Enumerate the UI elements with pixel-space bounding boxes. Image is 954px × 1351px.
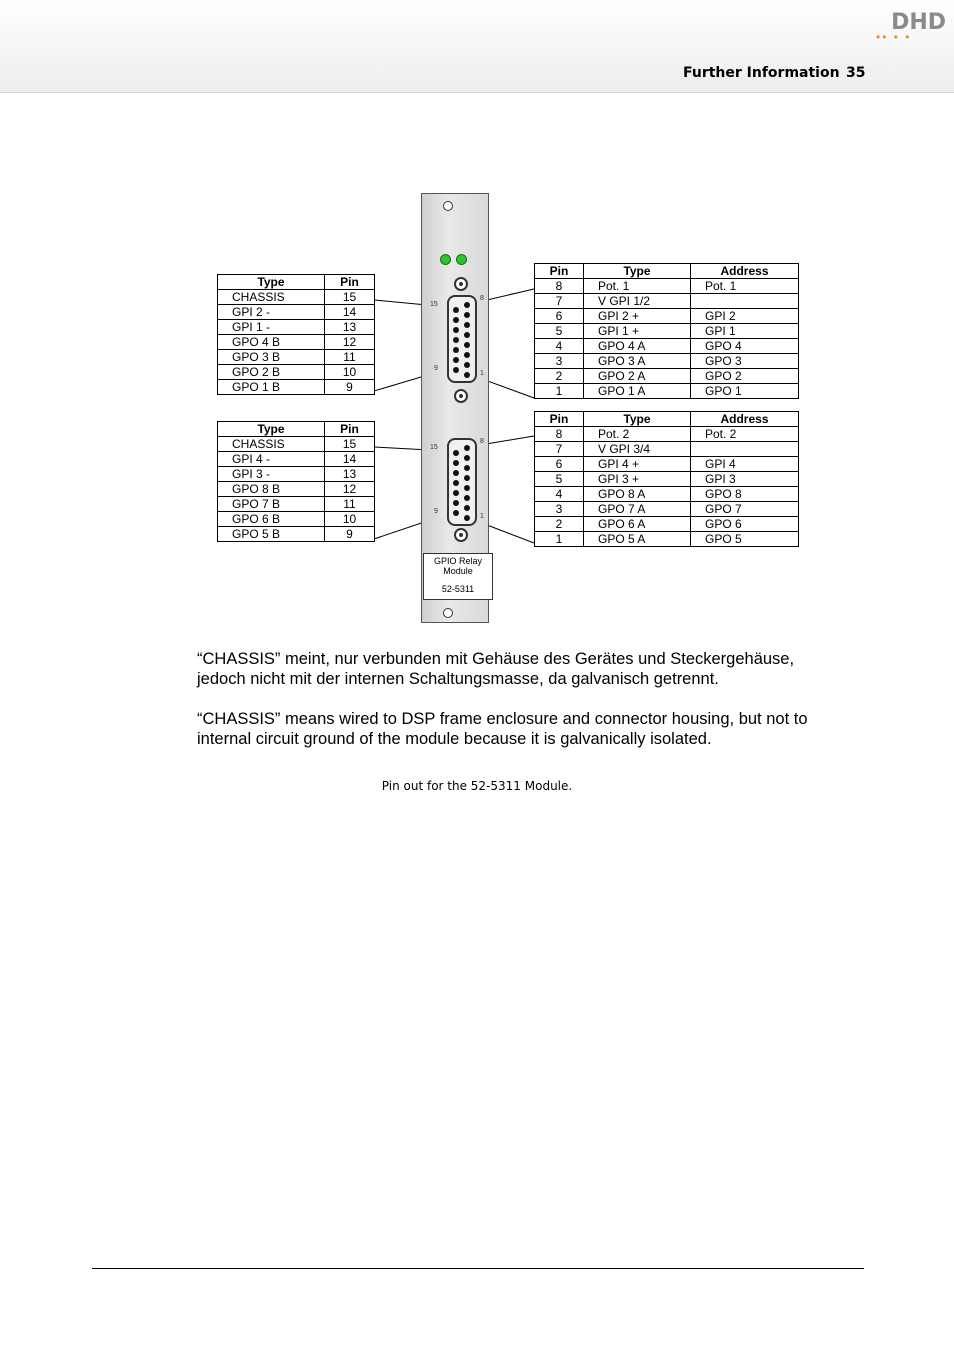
screw-icon: [443, 608, 453, 618]
cell-address: GPO 4: [691, 339, 799, 354]
table-row: [535, 442, 799, 457]
right-pin-table-1: [534, 263, 799, 399]
cell-pin: 6: [535, 457, 584, 472]
screw-icon: [443, 201, 453, 211]
cell-type: GPI 3 -: [218, 467, 325, 482]
figure-caption: Pin out for the 52-5311 Module.: [381, 779, 573, 793]
cell-address: GPO 6: [691, 517, 799, 532]
table-row: [535, 517, 799, 532]
column-header: Pin: [325, 275, 375, 290]
cell-pin: 10: [325, 512, 375, 527]
cell-type: GPO 8 A: [584, 487, 691, 502]
left-pin-table-2: [217, 421, 375, 542]
footer-rule: [92, 1268, 864, 1269]
table-header-row: [218, 275, 375, 290]
column-header: Type: [584, 264, 691, 279]
column-header: Pin: [325, 422, 375, 437]
cell-type: GPO 3 A: [584, 354, 691, 369]
cell-type: GPO 4 B: [218, 335, 325, 350]
column-header: Type: [218, 422, 325, 437]
cell-type: GPI 1 +: [584, 324, 691, 339]
cell-type: GPO 2 A: [584, 369, 691, 384]
module-part-number: 52-5311: [441, 584, 475, 594]
cell-type: GPO 7 A: [584, 502, 691, 517]
cell-pin: 5: [535, 472, 584, 487]
cell-address: GPI 4: [691, 457, 799, 472]
table-row: [218, 452, 375, 467]
cell-pin: 12: [325, 335, 375, 350]
cell-pin: 15: [325, 437, 375, 452]
cell-pin: 7: [535, 442, 584, 457]
cell-pin: 1: [535, 384, 584, 399]
dsub-connector-1: [447, 295, 477, 383]
column-header: Pin: [535, 264, 584, 279]
cell-pin: 12: [325, 482, 375, 497]
cell-type: Pot. 1: [584, 279, 691, 294]
cell-address: GPO 5: [691, 532, 799, 547]
cell-pin: 14: [325, 305, 375, 320]
cell-pin: 13: [325, 467, 375, 482]
table-header-row: [218, 422, 375, 437]
table-row: [218, 290, 375, 305]
cell-type: GPO 6 A: [584, 517, 691, 532]
table-row: [218, 512, 375, 527]
column-header: Address: [691, 264, 799, 279]
cell-pin: 2: [535, 369, 584, 384]
cell-type: GPO 3 B: [218, 350, 325, 365]
cell-type: GPI 2 -: [218, 305, 325, 320]
cell-address: Pot. 2: [691, 427, 799, 442]
cell-address: GPO 1: [691, 384, 799, 399]
table-row: [535, 279, 799, 294]
table-row: [535, 427, 799, 442]
section-title: Further Information: [683, 65, 840, 81]
note-german: “CHASSIS” meint, nur verbunden mit Gehäuse des Gerätes und Steckergehäuse, jedoch nicht mit der internen Schaltungsmasse, da galvanisch getrennt.: [197, 650, 795, 688]
table-row: [218, 320, 375, 335]
cell-pin: 6: [535, 309, 584, 324]
jack-icon: [454, 389, 468, 403]
jack-icon: [454, 277, 468, 291]
table-row: [218, 335, 375, 350]
cell-pin: 15: [325, 290, 375, 305]
cell-type: GPO 7 B: [218, 497, 325, 512]
cell-type: Pot. 2: [584, 427, 691, 442]
right-pin-table-2: [534, 411, 799, 547]
logo-dots: •• • •: [876, 30, 912, 44]
cell-pin: 4: [535, 487, 584, 502]
table-row: [535, 487, 799, 502]
cell-pin: 3: [535, 354, 584, 369]
table-row: [218, 482, 375, 497]
cell-type: GPI 2 +: [584, 309, 691, 324]
cell-pin: 7: [535, 294, 584, 309]
table-row: [535, 369, 799, 384]
cell-address: GPO 8: [691, 487, 799, 502]
cell-type: CHASSIS: [218, 437, 325, 452]
cell-type: CHASSIS: [218, 290, 325, 305]
pin-number-label: 1: [480, 370, 484, 377]
jack-icon: [454, 528, 468, 542]
table-row: [535, 502, 799, 517]
cell-pin: 14: [325, 452, 375, 467]
led-indicator: [440, 254, 451, 265]
table-row: [218, 380, 375, 395]
cell-type: GPO 8 B: [218, 482, 325, 497]
cell-type: GPI 4 +: [584, 457, 691, 472]
table-row: [535, 339, 799, 354]
table-row: [535, 384, 799, 399]
cell-pin: 10: [325, 365, 375, 380]
cell-pin: 11: [325, 350, 375, 365]
cell-type: V GPI 3/4: [584, 442, 691, 457]
cell-pin: 5: [535, 324, 584, 339]
table-row: [218, 437, 375, 452]
cell-type: GPO 2 B: [218, 365, 325, 380]
pin-number-label: 8: [480, 438, 484, 445]
table-row: [535, 457, 799, 472]
cell-address: GPI 1: [691, 324, 799, 339]
pin-number-label: 8: [480, 295, 484, 302]
cell-pin: 8: [535, 279, 584, 294]
cell-address: Pot. 1: [691, 279, 799, 294]
table-row: [218, 497, 375, 512]
column-header: Type: [584, 412, 691, 427]
cell-pin: 3: [535, 502, 584, 517]
cell-pin: 1: [535, 532, 584, 547]
cell-pin: 2: [535, 517, 584, 532]
cell-type: GPO 6 B: [218, 512, 325, 527]
cell-address: [691, 442, 799, 457]
cell-type: GPO 5 A: [584, 532, 691, 547]
module-label-line1: GPIO Relay: [433, 556, 482, 566]
note-english: “CHASSIS” means wired to DSP frame enclosure and connector housing, but not to internal circuit ground of the module because it is galvanically isolated.: [197, 710, 808, 748]
table-row: [218, 305, 375, 320]
cell-type: GPO 4 A: [584, 339, 691, 354]
cell-address: GPO 7: [691, 502, 799, 517]
cell-address: GPI 2: [691, 309, 799, 324]
table-header-row: [535, 412, 799, 427]
column-header: Type: [218, 275, 325, 290]
column-header: Pin: [535, 412, 584, 427]
table-row: [218, 467, 375, 482]
logo-text: DHD: [891, 10, 946, 35]
cell-type: GPO 1 B: [218, 380, 325, 395]
cell-address: GPI 3: [691, 472, 799, 487]
cell-address: GPO 2: [691, 369, 799, 384]
module-label: [423, 553, 493, 600]
cell-address: [691, 294, 799, 309]
table-row: [535, 294, 799, 309]
pin-number-label: 15: [430, 444, 438, 451]
table-row: [218, 527, 375, 542]
cell-pin: 9: [325, 380, 375, 395]
table-row: [535, 532, 799, 547]
left-pin-table-1: [217, 274, 375, 395]
cell-pin: 13: [325, 320, 375, 335]
table-row: [535, 472, 799, 487]
table-row: [535, 354, 799, 369]
pin-number-label: 9: [434, 365, 438, 372]
led-indicator: [456, 254, 467, 265]
page-number: 35: [846, 65, 866, 81]
cell-type: GPO 1 A: [584, 384, 691, 399]
table-row: [218, 365, 375, 380]
table-row: [218, 350, 375, 365]
cell-address: GPO 3: [691, 354, 799, 369]
cell-type: GPI 1 -: [218, 320, 325, 335]
table-row: [535, 324, 799, 339]
cell-pin: 8: [535, 427, 584, 442]
pin-number-label: 15: [430, 301, 438, 308]
module-label-line2: Module: [443, 566, 473, 576]
table-header-row: [535, 264, 799, 279]
table-row: [535, 309, 799, 324]
pin-number-label: 1: [480, 513, 484, 520]
cell-pin: 9: [325, 527, 375, 542]
dsub-connector-2: [447, 438, 477, 526]
cell-type: GPI 4 -: [218, 452, 325, 467]
cell-pin: 11: [325, 497, 375, 512]
pin-number-label: 9: [434, 508, 438, 515]
cell-pin: 4: [535, 339, 584, 354]
cell-type: V GPI 1/2: [584, 294, 691, 309]
cell-type: GPI 3 +: [584, 472, 691, 487]
column-header: Address: [691, 412, 799, 427]
cell-type: GPO 5 B: [218, 527, 325, 542]
